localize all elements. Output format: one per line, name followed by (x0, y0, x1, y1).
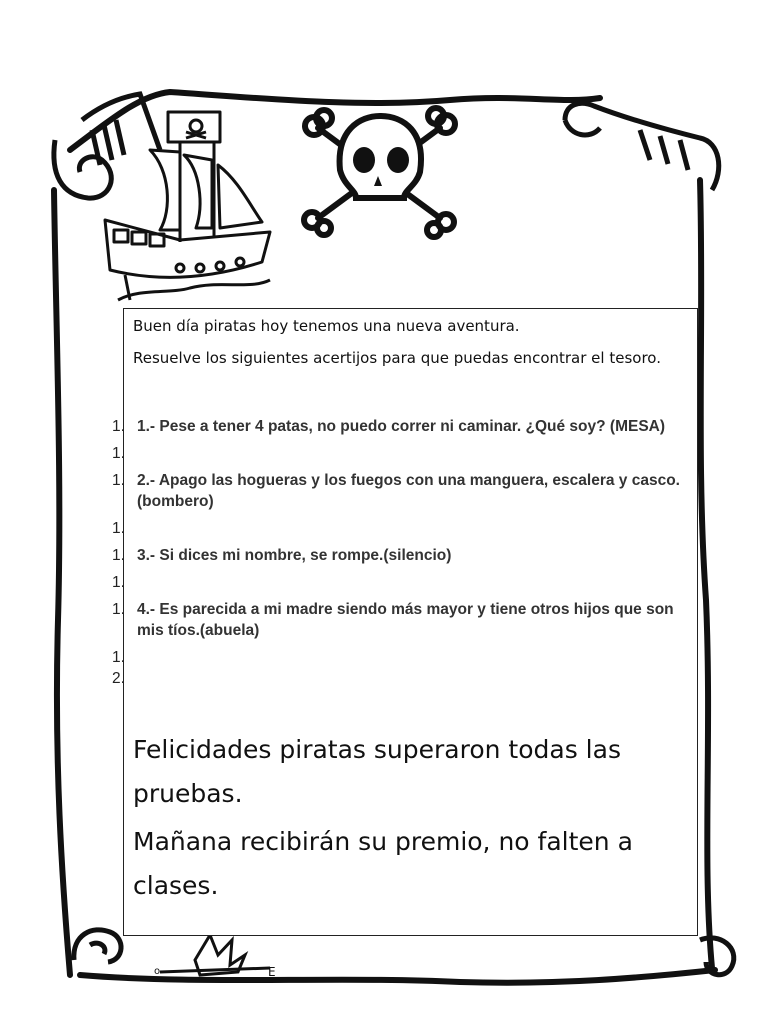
prize-announcement-line: Mañana recibirán su premio, no falten a clases. (133, 827, 633, 900)
skull-crossbones-icon (304, 108, 455, 237)
list-item (112, 545, 692, 566)
list-number: 1. (112, 445, 125, 462)
greeting-line: Buen día piratas hoy tenemos una nueva aventura. (133, 317, 520, 335)
svg-text:o: o (154, 966, 161, 977)
list-item (112, 416, 692, 437)
list-item (112, 470, 692, 512)
list-number: 1. (112, 520, 125, 537)
list-number: 1. (112, 649, 125, 666)
intro-section (133, 314, 678, 378)
list-number: 1. (112, 472, 125, 489)
list-item (112, 599, 692, 641)
riddle-text: 3.- Si dices mi nombre, se rompe.(silencio) (137, 547, 452, 564)
list-item (112, 443, 692, 464)
closing-section (133, 728, 683, 912)
scroll-curl-bottom-left (74, 930, 121, 962)
riddle-text: 2.- Apago las hogueras y los fuegos con una manguera, escalera y casco.(bombero) (137, 472, 680, 510)
list-item (112, 518, 692, 539)
list-number: 1. (112, 574, 125, 591)
scroll-curl-top-right (565, 103, 719, 190)
list-item (112, 647, 692, 668)
pirate-ship-icon (105, 112, 270, 300)
scroll-curl-top-left (54, 94, 160, 198)
svg-text:E: E (268, 965, 276, 979)
riddle-list (112, 416, 692, 689)
list-item (112, 668, 692, 689)
congratulations-line: Felicidades piratas superaron todas las pruebas. (133, 735, 621, 808)
list-number: 2. (112, 670, 125, 687)
compass-rose-icon (154, 935, 276, 979)
list-number: 1. (112, 547, 125, 564)
riddle-text: 1.- Pese a tener 4 patas, no puedo correr ni caminar. ¿Qué soy? (MESA) (137, 418, 666, 435)
list-item (112, 572, 692, 593)
list-number: 1. (112, 601, 125, 618)
instructions-line: Resuelve los siguientes acertijos para que puedas encontrar el tesoro. (133, 349, 661, 367)
riddle-text: 4.- Es parecida a mi madre siendo más mayor y tiene otros hijos que son mis tíos.(abuela) (137, 601, 674, 639)
list-number: 1. (112, 418, 125, 435)
